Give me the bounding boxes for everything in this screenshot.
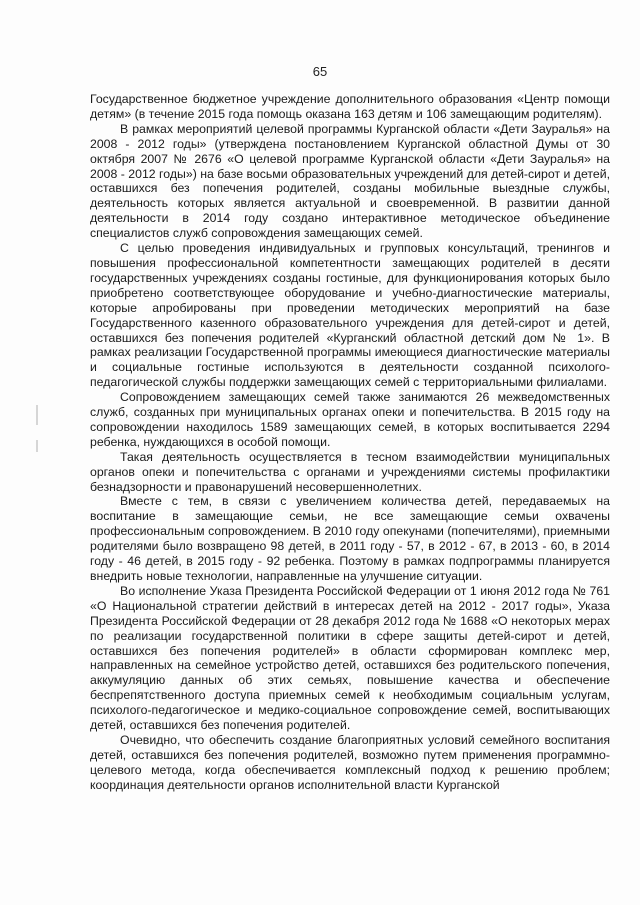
page-number: 65 — [312, 64, 328, 79]
paragraph: С целью проведения индивидуальных и групповых консультаций, тренингов и повышения профессиональной компетентности замещающих родителей в десяти государственных учреждениях созданы гостиные, для функционирования которых было приобретено соответствующее оборудование и учебно-диагностические материалы, которые апробированы при проведении методических мероприятий на базе Государственного казенного образовательного учреждения для детей-сирот и детей, оставшихся без попечения родителей «Курганский областной детский дом № 1». В рамках реализации Государственной программы имеющиеся диагностические материалы и социальные гостиные используются в деятельности созданной психолого-педагогической службы поддержки замещающих семей с территориальными филиалами. — [90, 241, 610, 390]
scan-artifact — [36, 440, 38, 452]
paragraph: Во исполнение Указа Президента Российской Федерации от 1 июня 2012 года № 761 «О Национальной стратегии действий в интересах детей на 2012 - 2017 годы», Указа Президента Российской Федерации от 28 декабря 2012 года № 1688 «О некоторых мерах по реализации государственной политики в сфере защиты детей-сирот и детей, оставшихся без попечения родителей» в области сформирован комплекс мер, направленных на семейное устройство детей, оставшихся без родительского попечения, аккумуляцию данных об этих семьях, повышение качества и обеспечение беспрепятственного доступа приемных семей к необходимым социальным услугам, психолого-педагогическое и медико-социальное сопровождение семей, воспитывающих детей, оставшихся без попечения родителей. — [90, 583, 610, 733]
document-body — [90, 92, 610, 793]
paragraph: В рамках мероприятий целевой программы Курганской области «Дети Зауралья» на 2008 - 2012 годы» (утверждена постановлением Курганской областной Думы от 30 октября 2007 № 2676 «О целевой программе Курганской области «Дети Зауралья» на 2008 - 2012 годы») на базе восьми образовательных учреждений для детей-сирот и детей, оставшихся без попечения родителей, созданы мобильные выездные службы, деятельность которых является актуальной и своевременной. В развитии данной деятельности в 2014 году создано интерактивное методическое объединение специалистов служб сопровождения замещающих семей. — [90, 121, 611, 241]
paragraph: Очевидно, что обеспечить создание благоприятных условий семейного воспитания детей, оставшихся без попечения родителей, возможно путем применения программно-целевого метода, когда обеспечивается комплексный подход к решению проблем; координация деятельности органов исполнительной власти Курганской — [90, 732, 610, 792]
paragraph-continuation: Государственное бюджетное учреждение дополнительного образования «Центр помощи детям» (в течение 2015 года помощь оказана 163 детям и 106 замещающим родителям). — [90, 92, 610, 121]
paragraph: Вместе с тем, в связи с увеличением количества детей, передаваемых на воспитание в замещающие семьи, не все замещающие семьи охвачены профессиональным сопровождением. В 2010 году опекунами (попечителями), приемными родителями было возвращено 98 детей, в 2011 году - 57, в 2012 - 67, в 2013 - 60, в 2014 году - 46 детей, в 2015 году - 92 ребенка. Поэтому в рамках подпрограммы планируется внедрить новые технологии, направленные на улучшение ситуации. — [90, 494, 610, 583]
paragraph: Такая деятельность осуществляется в тесном взаимодействии муниципальных органов опеки и попечительства с органами и учреждениями системы профилактики безнадзорности и правонарушений несовершеннолетних. — [90, 449, 610, 494]
paragraph: Сопровождением замещающих семей также занимаются 26 межведомственных служб, созданных при муниципальных органах опеки и попечительства. В 2015 году на сопровождении находилось 1589 замещающих семей, в которых воспитывается 2294 ребенка, нуждающихся в особой помощи. — [90, 390, 610, 449]
scan-artifact — [36, 405, 38, 425]
